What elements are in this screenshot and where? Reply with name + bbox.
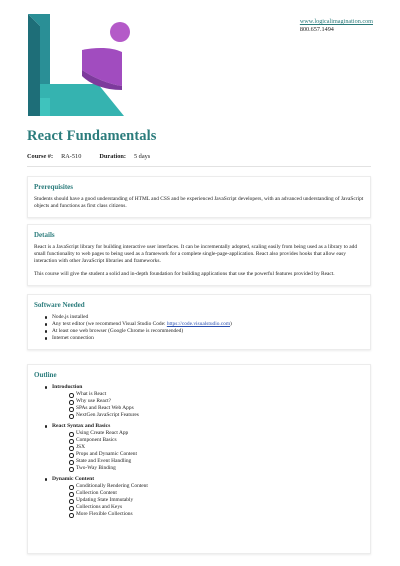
outline-subtopics bbox=[34, 483, 364, 518]
list-item: Component Basics bbox=[34, 437, 364, 444]
prerequisites-heading: Prerequisites bbox=[34, 183, 74, 191]
details-paragraph: React is a JavaScript library for building interactive user interfaces. It can be incrementally adopted, scaling easily from being used as a library to add small functionality to web pages to being used as a framework for a complete single-page-application. React also provides hooks that allow easy interaction with other JavaScript libraries and frameworks. bbox=[34, 244, 358, 265]
list-item: Internet connection bbox=[34, 335, 364, 342]
details-section bbox=[27, 224, 371, 286]
list-item: NextGen JavaScript Features bbox=[34, 412, 364, 419]
software-section bbox=[27, 294, 371, 350]
vscode-link[interactable]: https://code.visualstudio.com bbox=[166, 321, 231, 327]
prerequisites-text: Students should have a good understanding of HTML and CSS and be experienced JavaScript developers, with an advanced understanding of JavaScript objects and functions as first class citizens. bbox=[34, 196, 364, 210]
software-list bbox=[34, 314, 364, 342]
course-number-label: Course #: bbox=[27, 153, 54, 160]
list-item: Why use React? bbox=[34, 398, 364, 405]
logical-imagination-logo-icon bbox=[28, 14, 136, 116]
list-item: SPAs and React Web Apps bbox=[34, 405, 364, 412]
outline-section bbox=[27, 364, 371, 554]
outline-topic-title: React Syntax and Basics bbox=[34, 423, 364, 430]
list-item: Node.js installed bbox=[34, 314, 364, 321]
divider bbox=[27, 166, 371, 167]
list-item: At least one web browser (Google Chrome is recommended) bbox=[34, 328, 364, 335]
outline-topic bbox=[34, 423, 364, 472]
page-title: React Fundamentals bbox=[27, 128, 157, 144]
list-item: Using Create React App bbox=[34, 430, 364, 437]
outline-topic-title: Introduction bbox=[34, 384, 364, 391]
outline-topic-title: Dynamic Content bbox=[34, 476, 364, 483]
list-item-suffix: ) bbox=[230, 321, 232, 327]
list-item: Collections and Keys bbox=[34, 504, 364, 511]
website-link[interactable]: www.logicalimagination.com bbox=[299, 18, 373, 25]
list-item: Props and Dynamic Content bbox=[34, 451, 364, 458]
list-item: State and Event Handling bbox=[34, 458, 364, 465]
phone-number: 800.657.1494 bbox=[299, 26, 334, 33]
details-paragraph: This course will give the student a solid and in-depth foundation for building applications that use the powerful features provided by React. bbox=[34, 270, 335, 277]
list-item: Two-Way Binding bbox=[34, 465, 364, 472]
outline-subtopics bbox=[34, 391, 364, 419]
list-item: Updating State Immutably bbox=[34, 497, 364, 504]
list-item: What is React bbox=[34, 391, 364, 398]
duration-label: Duration: bbox=[99, 153, 126, 160]
software-heading: Software Needed bbox=[34, 301, 85, 309]
outline-heading: Outline bbox=[34, 371, 57, 379]
outline-topic bbox=[34, 384, 364, 419]
outline-topic bbox=[34, 476, 364, 518]
list-item: More Flexible Collections bbox=[34, 511, 364, 518]
course-meta bbox=[27, 153, 150, 160]
contact-info bbox=[300, 18, 373, 34]
list-item: Collection Content bbox=[34, 490, 364, 497]
prerequisites-section bbox=[27, 176, 371, 218]
details-heading: Details bbox=[34, 231, 55, 239]
list-item: Conditionally Rendering Content bbox=[34, 483, 364, 490]
course-number-value: RA-510 bbox=[61, 153, 82, 160]
list-item-text: Any text editor (we recommend Visual Studio Code: bbox=[52, 321, 167, 327]
duration-value: 5 days bbox=[133, 153, 151, 160]
list-item: JSX bbox=[34, 444, 364, 451]
list-item bbox=[34, 321, 364, 328]
outline-subtopics bbox=[34, 430, 364, 472]
